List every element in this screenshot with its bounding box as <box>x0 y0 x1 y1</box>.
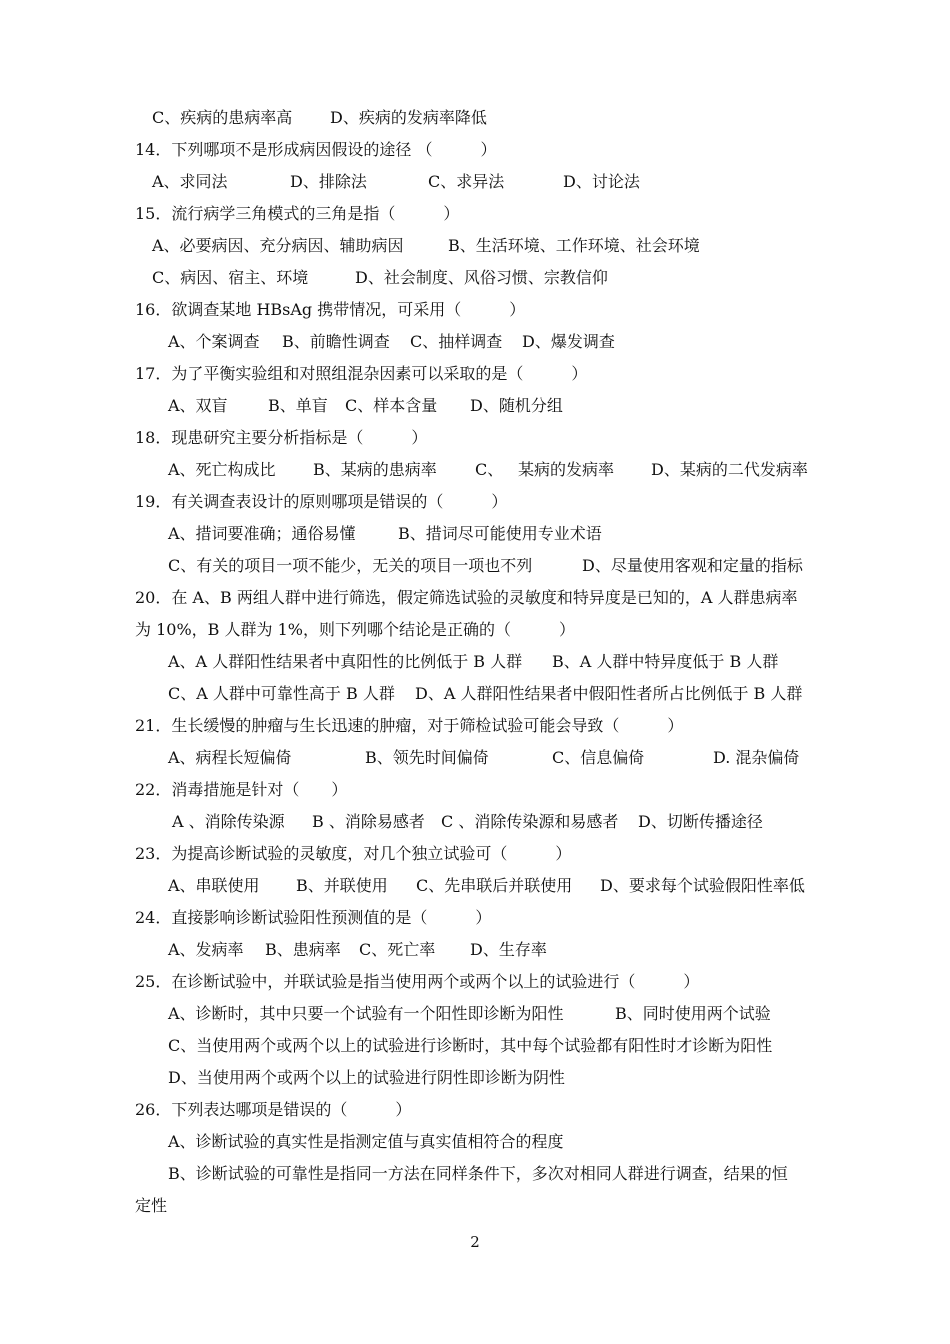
option-line <box>0 518 950 550</box>
question-26 <box>0 1094 950 1126</box>
option-line <box>0 1158 950 1190</box>
option: D、尽量使用客观和定量的指标 <box>582 556 803 575</box>
option: A、诊断试验的真实性是指测定值与真实值相符合的程度 <box>168 1132 564 1151</box>
question-text: 16．欲调查某地 HBsAg 携带情况，可采用（ ） <box>135 300 526 319</box>
option: A、A 人群阳性结果者中真阳性的比例低于 B 人群 <box>168 652 523 671</box>
option: D、当使用两个或两个以上的试验进行阴性即诊断为阴性 <box>168 1068 565 1087</box>
option: D、社会制度、风俗习惯、宗教信仰 <box>355 268 608 287</box>
option-line <box>0 742 950 774</box>
question-19 <box>0 486 950 518</box>
question-22 <box>0 774 950 806</box>
option: C、疾病的患病率高 <box>152 108 293 127</box>
question-text: 24．直接影响诊断试验阳性预测值的是（ ） <box>135 908 492 927</box>
option: A、措词要准确；通俗易懂 <box>168 524 356 543</box>
question-text: 26．下列表达哪项是错误的（ ） <box>135 1100 412 1119</box>
option: A、求同法 <box>152 172 228 191</box>
option-line <box>0 934 950 966</box>
option: B、单盲 <box>268 396 328 415</box>
question-18 <box>0 422 950 454</box>
question-text: 23．为提高诊断试验的灵敏度，对几个独立试验可（ ） <box>135 844 572 863</box>
option: B、措词尽可能使用专业术语 <box>398 524 602 543</box>
option: B 、消除易感者 <box>312 812 425 831</box>
option-line <box>0 454 950 486</box>
question-14 <box>0 134 950 166</box>
option-line <box>0 550 950 582</box>
question-text: 15．流行病学三角模式的三角是指（ ） <box>135 204 460 223</box>
option-line <box>0 806 950 838</box>
option: B、患病率 <box>265 940 341 959</box>
option: A、必要病因、充分病因、辅助病因 <box>152 236 404 255</box>
option: B、同时使用两个试验 <box>615 1004 771 1023</box>
question-25 <box>0 966 950 998</box>
option: A、死亡构成比 <box>168 460 276 479</box>
option-line <box>0 870 950 902</box>
question-15 <box>0 198 950 230</box>
option: B、诊断试验的可靠性是指同一方法在同样条件下，多次对相同人群进行调查，结果的恒 <box>168 1164 788 1183</box>
question-text: 21．生长缓慢的肿瘤与生长迅速的肿瘤，对于筛检试验可能会导致（ ） <box>135 716 684 735</box>
question-21 <box>0 710 950 742</box>
question-23 <box>0 838 950 870</box>
option-continuation <box>0 1190 950 1222</box>
option: D、某病的二代发病率 <box>651 460 808 479</box>
option-line <box>0 1062 950 1094</box>
question-text: 14．下列哪项不是形成病因假设的途径 （ ） <box>135 140 497 159</box>
option-line <box>0 102 950 134</box>
option-line <box>0 390 950 422</box>
question-text: 22．消毒措施是针对（ ） <box>135 780 348 799</box>
option: D、切断传播途径 <box>638 812 763 831</box>
option: D、A 人群阳性结果者中假阳性者所占比例低于 B 人群 <box>415 684 803 703</box>
question-text: 20．在 A、B 两组人群中进行筛选，假定筛选试验的灵敏度和特异度是已知的，A 人群患病率 <box>135 588 798 607</box>
option-line <box>0 998 950 1030</box>
option: D、生存率 <box>470 940 547 959</box>
option: A、串联使用 <box>168 876 260 895</box>
option: A、诊断时，其中只要一个试验有一个阳性即诊断为阳性 <box>168 1004 564 1023</box>
option-line <box>0 262 950 294</box>
option: A、病程长短偏倚 <box>168 748 292 767</box>
option: B、A 人群中特异度低于 B 人群 <box>552 652 779 671</box>
question-text: 25．在诊断试验中，并联试验是指当使用两个或两个以上的试验进行（ ） <box>135 972 700 991</box>
option-line <box>0 230 950 262</box>
page-number: 2 <box>470 1233 480 1251</box>
question-text: 17．为了平衡实验组和对照组混杂因素可以采取的是（ ） <box>135 364 588 383</box>
option: B、领先时间偏倚 <box>365 748 489 767</box>
option-line <box>0 326 950 358</box>
question-20 <box>0 582 950 614</box>
question-text-cont: 为 10%，B 人群为 1%，则下列哪个结论是正确的（ ） <box>135 620 575 639</box>
option: A、发病率 <box>168 940 244 959</box>
option: C、信息偏倚 <box>552 748 645 767</box>
option: C、当使用两个或两个以上的试验进行诊断时，其中每个试验都有阳性时才诊断为阳性 <box>168 1036 773 1055</box>
question-text: 19．有关调查表设计的原则哪项是错误的（ ） <box>135 492 508 511</box>
option: C、抽样调查 <box>410 332 503 351</box>
option: A、个案调查 <box>168 332 260 351</box>
option: D、要求每个试验假阳性率低 <box>600 876 805 895</box>
option: D、疾病的发病率降低 <box>330 108 487 127</box>
question-20-cont <box>0 614 950 646</box>
option-line <box>0 678 950 710</box>
option: D. 混杂偏倚 <box>713 748 800 767</box>
continuation-text: 定性 <box>135 1196 168 1215</box>
option: D、爆发调查 <box>522 332 615 351</box>
option: C、求异法 <box>428 172 505 191</box>
option: C、有关的项目一项不能少，无关的项目一项也不列 <box>168 556 533 575</box>
option: A、双盲 <box>168 396 228 415</box>
question-24 <box>0 902 950 934</box>
option: 某病的发病率 <box>518 460 615 479</box>
option: A 、消除传染源 <box>172 812 285 831</box>
option: C、先串联后并联使用 <box>416 876 573 895</box>
option: C、 <box>475 460 504 479</box>
option: B、某病的患病率 <box>313 460 437 479</box>
option: B、前瞻性调查 <box>282 332 390 351</box>
option: D、排除法 <box>290 172 367 191</box>
option: B、并联使用 <box>296 876 388 895</box>
option: B、生活环境、工作环境、社会环境 <box>448 236 700 255</box>
option: C、病因、宿主、环境 <box>152 268 309 287</box>
option-line <box>0 1126 950 1158</box>
option-line <box>0 646 950 678</box>
option: D、讨论法 <box>563 172 640 191</box>
option: C 、消除传染源和易感者 <box>441 812 619 831</box>
option-line <box>0 166 950 198</box>
option: C、样本含量 <box>345 396 438 415</box>
question-17 <box>0 358 950 390</box>
option: C、A 人群中可靠性高于 B 人群 <box>168 684 395 703</box>
question-16 <box>0 294 950 326</box>
option: D、随机分组 <box>470 396 563 415</box>
option: C、死亡率 <box>359 940 436 959</box>
option-line <box>0 1030 950 1062</box>
question-text: 18．现患研究主要分析指标是（ ） <box>135 428 428 447</box>
